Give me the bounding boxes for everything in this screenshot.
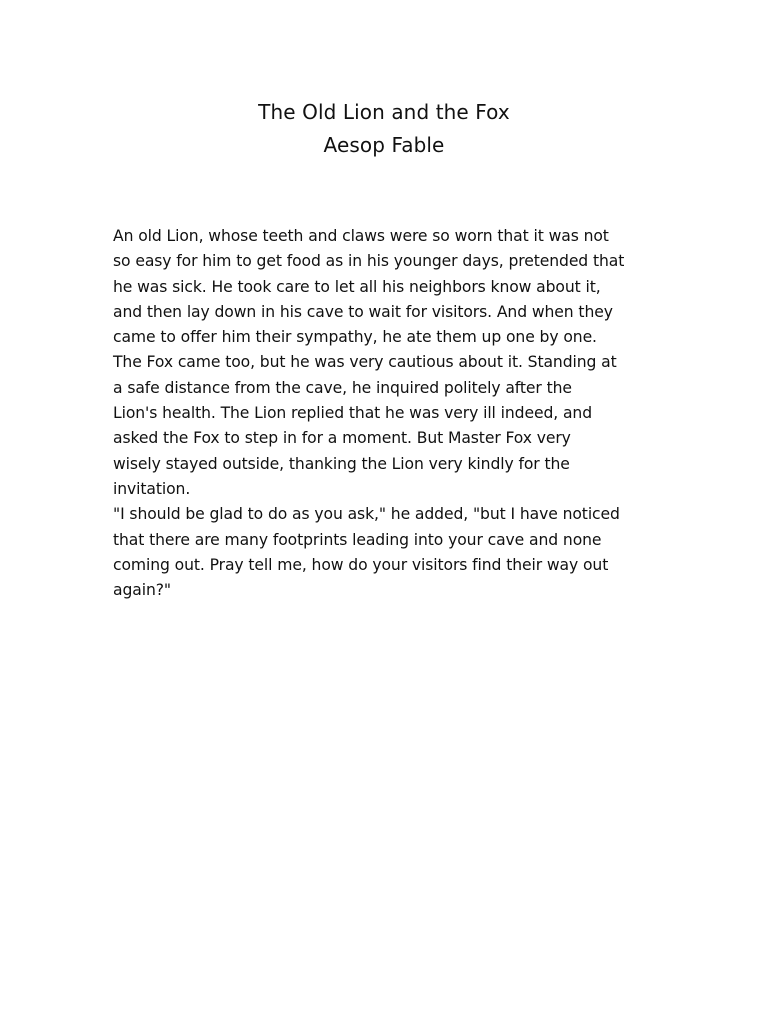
text-line: coming out. Pray tell me, how do your visitors find their way out [113, 555, 609, 574]
title-block [0, 96, 768, 162]
document-title: The Old Lion and the Fox [258, 100, 510, 124]
document-subtitle: Aesop Fable [323, 133, 445, 157]
text-line: he was sick. He took care to let all his neighbors know about it, [113, 277, 601, 296]
text-line: wisely stayed outside, thanking the Lion very kindly for the [113, 454, 570, 473]
text-line: asked the Fox to step in for a moment. But Master Fox very [113, 429, 571, 448]
text-line: The Fox came too, but he was very cautious about it. Standing at [113, 353, 617, 372]
text-line: so easy for him to get food as in his younger days, pretended that [113, 252, 625, 271]
fable-body [113, 224, 673, 603]
text-line: "I should be glad to do as you ask," he added, "but I have noticed [113, 505, 620, 524]
text-line: invitation. [113, 479, 191, 498]
text-line: again?" [113, 581, 171, 600]
text-line: An old Lion, whose teeth and claws were so worn that it was not [113, 227, 609, 245]
text-line: came to offer him their sympathy, he ate them up one by one. [113, 328, 597, 347]
text-line: a safe distance from the cave, he inquired politely after the [113, 378, 572, 397]
text-line: that there are many footprints leading into your cave and none [113, 530, 602, 549]
text-line: Lion's health. The Lion replied that he was very ill indeed, and [113, 404, 592, 423]
text-line: and then lay down in his cave to wait for visitors. And when they [113, 302, 613, 321]
